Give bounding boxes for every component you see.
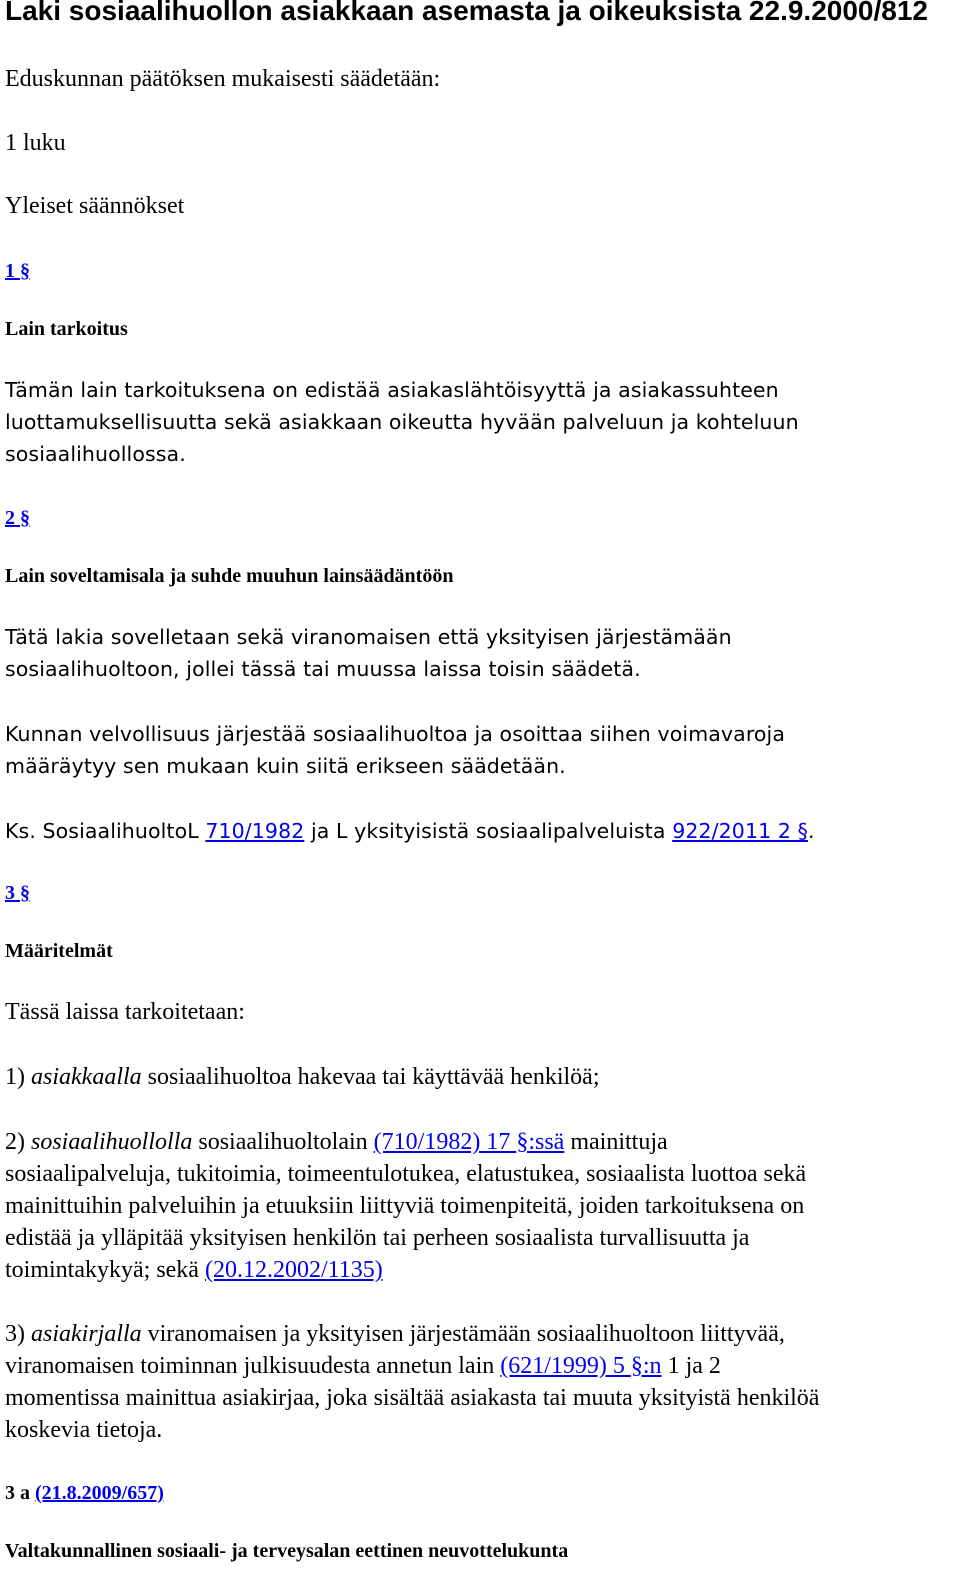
section-1-text: Tämän lain tarkoituksena on edistää asiakaslähtöisyyttä ja asiakassuhteen luottamuksellisuutta sekä asiakkaan oikeutta hyvään palveluun ja kohteluun sosiaalihuollossa.: [5, 378, 799, 466]
section-1-anchor: [5, 258, 955, 284]
chapter-title: Yleiset säännökset: [5, 193, 185, 219]
definition-item-1: 1) asiakkaalla sosiaalihuoltoa hakevaa tai käyttävää henkilöä;: [5, 1064, 600, 1090]
section-1-link[interactable]: 1 §: [5, 260, 30, 282]
section-3a-anchor: 3 a (21.8.2009/657): [5, 1482, 164, 1504]
section-2-heading: Lain soveltamisala ja suhde muuhun lainsäädäntöön: [5, 565, 454, 587]
definition-item-2: 2) sosiaalihuollolla sosiaalihuoltolain (710/1982) 17 §:ssä mainittuja sosiaalipalveluja, tukitoimia, toimeentulotukea, elatustukea, sosiaalista luottoa sekä mainittuihin palveluihin ja etuuksiin liittyviä toimenpiteitä, joiden tarkoituksena on edistää ja ylläpitää yksityisen henkilön tai perheen sosiaalista turvallisuutta ja toimintakykyä; sekä (20.12.2002/1135): [5, 1129, 807, 1283]
reference-link-710-1982-17[interactable]: (710/1982) 17 §:ssä: [373, 1129, 565, 1155]
section-2-paragraph-2: Kunnan velvollisuus järjestää sosiaalihuoltoa ja osoittaa siihen voimavaroja määräytyy sen mukaan kuin siitä erikseen säädetään.: [5, 722, 785, 778]
section-2-anchor: [5, 505, 955, 531]
amendment-link-2002-1135[interactable]: (20.12.2002/1135): [204, 1257, 383, 1283]
section-3-heading: Määritelmät: [5, 940, 113, 962]
section-3-anchor: [5, 880, 955, 906]
amendment-link-2009-657[interactable]: (21.8.2009/657): [35, 1482, 164, 1504]
section-2-link[interactable]: 2 §: [5, 507, 30, 529]
document-title: Laki sosiaalihuollon asiakkaan asemasta ja oikeuksista 22.9.2000/812: [5, 0, 928, 26]
reference-link-710-1982[interactable]: 710/1982: [205, 819, 305, 843]
reference-link-621-1999[interactable]: (621/1999) 5 §:n: [500, 1353, 662, 1379]
section-1-heading: Lain tarkoitus: [5, 318, 128, 340]
chapter-number: 1 luku: [5, 130, 66, 156]
preamble: Eduskunnan päätöksen mukaisesti säädetään:: [5, 66, 441, 92]
section-2-paragraph-1: Tätä lakia sovelletaan sekä viranomaisen että yksityisen järjestämään sosiaalihuoltoon, jollei tässä tai muussa laissa toisin säädetä.: [5, 625, 732, 681]
section-3-intro: Tässä laissa tarkoitetaan:: [5, 999, 245, 1025]
section-3a-heading: Valtakunnallinen sosiaali- ja terveysalan eettinen neuvottelukunta: [5, 1540, 569, 1562]
reference-link-922-2011[interactable]: 922/2011 2 §: [672, 819, 808, 843]
definition-item-3: 3) asiakirjalla viranomaisen ja yksityisen järjestämään sosiaalihuoltoon liittyvää, viranomaisen toiminnan julkisuudesta annetun lain (621/1999) 5 §:n 1 ja 2 momentissa mainittua asiakirjaa, joka sisältää asiakasta tai muuta yksityistä henkilöä koskevia tietoja.: [5, 1321, 820, 1443]
section-2-reference: Ks. SosiaalihuoltoL 710/1982 ja L yksityisistä sosiaalipalveluista 922/2011 2 §.: [5, 819, 815, 843]
section-3-link[interactable]: 3 §: [5, 882, 30, 904]
